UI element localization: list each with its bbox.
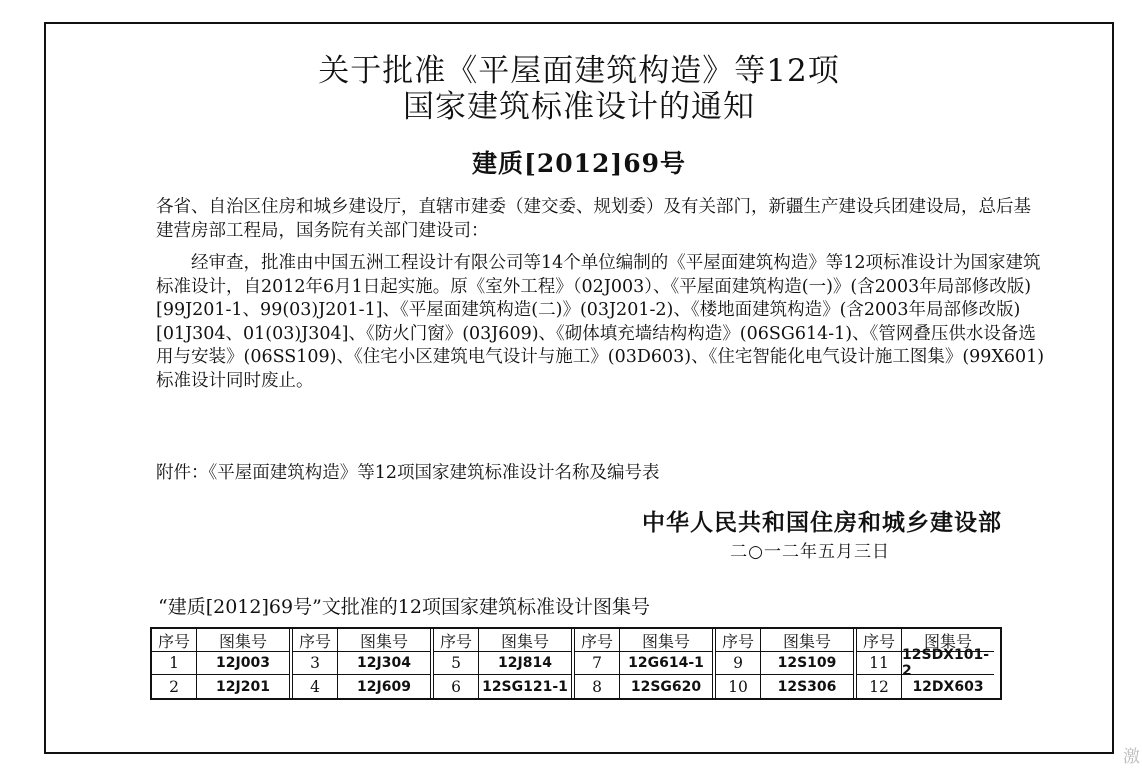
seq-column	[857, 629, 902, 698]
code-cell: 12S109	[761, 652, 853, 675]
atlas-number-table	[150, 627, 1002, 700]
seq-column	[716, 629, 761, 698]
code-cell: 12J201	[216, 678, 270, 695]
code-column	[338, 629, 430, 698]
seq-cell: 7	[575, 652, 619, 675]
attachment-line: 附件：《平屋面建筑构造》等12项国家建筑标准设计名称及编号表	[156, 463, 660, 483]
code-cell: 12G614-1	[620, 652, 712, 675]
code-header: 图集号	[761, 629, 853, 652]
table-caption: “建质[2012]69号”文批准的12项国家建筑标准设计图集号	[158, 596, 650, 618]
code-cell: 12DX603	[912, 678, 984, 695]
code-column	[902, 629, 994, 698]
code-header: 图集号	[197, 629, 289, 652]
code-header: 图集号	[620, 629, 712, 652]
document-number: 建质[2012]69号	[471, 149, 687, 178]
seq-cell: 8	[592, 677, 602, 696]
watermark-glyph: 激	[1123, 747, 1140, 767]
code-column	[620, 629, 712, 698]
seq-cell: 2	[169, 677, 179, 696]
notice-title-line-1: 关于批准《平屋面建筑构造》等12项	[318, 53, 840, 89]
seq-cell: 5	[434, 652, 478, 675]
seq-column	[152, 629, 197, 698]
code-header: 图集号	[479, 629, 571, 652]
code-cell: 12J814	[479, 652, 571, 675]
code-cell: 12J003	[197, 652, 289, 675]
seq-cell: 10	[728, 677, 748, 696]
notice-body-text: 经审查，批准由中国五洲工程设计有限公司等14个单位编制的《平屋面建筑构造》等12项标准设计为国家建筑标准设计，自2012年6月1日起实施。原《室外工程》（02J003）、《平屋面建筑构造(一)》(含2003年局部修改版)[99J201-1、99(03)J201-1]、《平屋面建筑构造(二)》(03J201-2)、《楼地面建筑构造》(含2003年局部修改版)[01J304、01(03)J304]、《防火门窗》(03J609)、《砌体填充墙结构构造》(06SG614-1)、《管网叠压供水设备选用与安装》(06SS109)、《住宅小区建筑电气设计与施工》(03D603)、《住宅智能化电气设计施工图集》(99X601)标准设计同时废止。	[156, 253, 1045, 391]
seq-header: 序号	[575, 629, 619, 652]
table-group	[434, 629, 575, 698]
code-header: 图集号	[338, 629, 430, 652]
seq-header: 序号	[293, 629, 337, 652]
seq-cell: 3	[293, 652, 337, 675]
seq-header: 序号	[152, 629, 196, 652]
seq-column	[434, 629, 479, 698]
table-group	[293, 629, 434, 698]
seq-header: 序号	[434, 629, 478, 652]
code-cell: 12J304	[338, 652, 430, 675]
code-cell: 12J609	[357, 678, 411, 695]
notice-body-paragraph	[156, 252, 1046, 393]
code-cell: 12SDX101-2	[902, 652, 994, 675]
code-cell: 12SG121-1	[482, 678, 568, 695]
seq-column	[575, 629, 620, 698]
table-group	[152, 629, 293, 698]
addressee-paragraph: 各省、自治区住房和城乡建设厅，直辖市建委（建交委、规划委）及有关部门，新疆生产建设兵团建设局，总后基建营房部工程局，国务院有关部门建设司：	[156, 197, 1031, 241]
seq-cell: 4	[310, 677, 320, 696]
code-column	[197, 629, 289, 698]
code-column	[479, 629, 571, 698]
seq-cell: 1	[152, 652, 196, 675]
seq-cell: 12	[869, 677, 889, 696]
notice-title-line-2: 国家建筑标准设计的通知	[403, 89, 755, 125]
issue-date: 二○一二年五月三日	[730, 542, 890, 562]
seq-cell: 6	[451, 677, 461, 696]
seq-header: 序号	[716, 629, 760, 652]
issuing-authority: 中华人民共和国住房和城乡建设部	[642, 510, 1002, 536]
code-header: 图集号	[902, 629, 994, 652]
seq-column	[293, 629, 338, 698]
table-group	[575, 629, 716, 698]
code-cell: 12S306	[777, 678, 837, 695]
seq-cell: 9	[716, 652, 760, 675]
seq-header: 序号	[857, 629, 901, 652]
table-group	[857, 629, 994, 698]
seq-cell: 11	[857, 652, 901, 675]
code-column	[761, 629, 853, 698]
table-group	[716, 629, 857, 698]
code-cell: 12SG620	[630, 678, 702, 695]
